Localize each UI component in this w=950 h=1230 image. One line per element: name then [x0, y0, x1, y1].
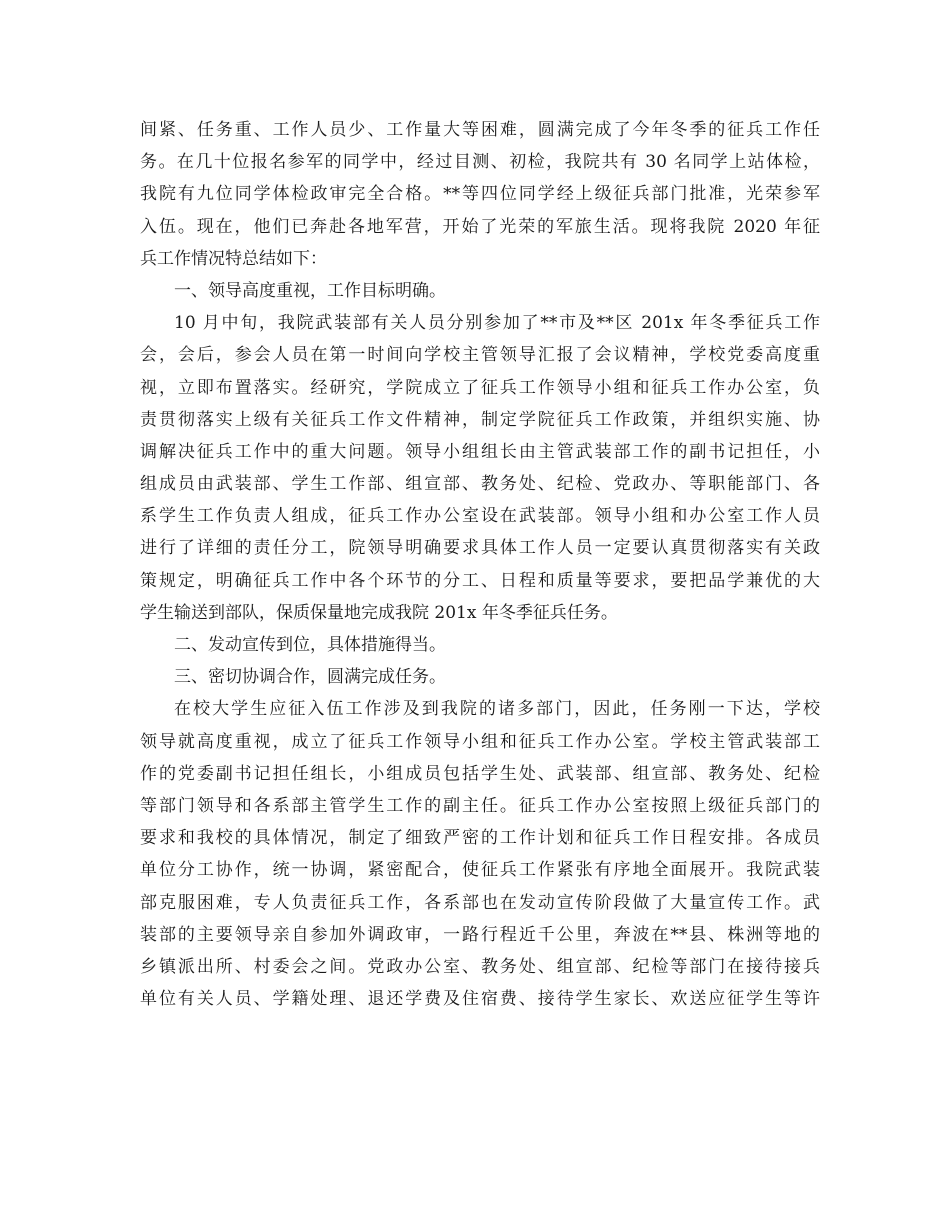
text-line: 组成员由武装部、学生工作部、组宣部、教务处、纪检、党政办、等职能部门、各 — [140, 474, 820, 495]
text-line: 责贯彻落实上级有关征兵工作文件精神，制定学院征兵工作政策，并组织实施、协 — [140, 409, 820, 430]
text-line: 单位分工协作，统一协调，紧密配合，使征兵工作紧张有序地全面展开。我院武装 — [140, 860, 820, 881]
text-line: 要求和我校的具体情况，制定了细致严密的工作计划和征兵工作日程安排。各成员 — [140, 828, 820, 849]
document-page — [140, 114, 820, 1015]
text-line: 系学生工作负责人组成，征兵工作办公室设在武装部。领导小组和办公室工作人员 — [140, 506, 820, 527]
text-line: 视，立即布置落实。经研究，学院成立了征兵工作领导小组和征兵工作办公室，负 — [140, 377, 820, 398]
text-line: 进行了详细的责任分工，院领导明确要求具体工作人员一定要认真贯彻落实有关政 — [140, 538, 820, 559]
text-line: 间紧、任务重、工作人员少、工作量大等困难，圆满完成了今年冬季的征兵工作任 — [140, 120, 820, 140]
text-line: 乡镇派出所、村委会之间。党政办公室、教务处、组宣部、纪检等部门在接待接兵 — [140, 956, 820, 977]
text-line: 10 月中旬，我院武装部有关人员分别参加了**市及**区 201x 年冬季征兵工作 — [174, 313, 820, 334]
text-line: 策规定，明确征兵工作中各个环节的分工、日程和质量等要求，要把品学兼优的大 — [140, 570, 820, 591]
text-line: 我院有九位同学体检政审完全合格。**等四位同学经上级征兵部门批准，光荣参军 — [140, 184, 820, 205]
text-line: 务。在几十位报名参军的同学中，经过目测、初检，我院共有 30 名同学上站体检， — [140, 152, 820, 173]
text-line: 入伍。现在，他们已奔赴各地军营，开始了光荣的军旅生活。现将我院 2020 年征 — [140, 216, 820, 237]
text-line: 单位有关人员、学籍处理、退还学费及住宿费、接待学生家长、欢送应征学生等许 — [140, 989, 820, 1010]
text-line: 学生输送到部队，保质保量地完成我院 201x 年冬季征兵任务。 — [140, 602, 618, 623]
text-line: 在校大学生应征入伍工作涉及到我院的诸多部门，因此，任务刚一下达，学校 — [174, 699, 820, 720]
text-line: 装部的主要领导亲自参加外调政审，一路行程近千公里，奔波在**县、株洲等地的 — [140, 924, 820, 945]
text-line: 部克服困难，专人负责征兵工作，各系部也在发动宣传阶段做了大量宣传工作。武 — [140, 892, 820, 913]
text-line: 会，会后，参会人员在第一时间向学校主管领导汇报了会议精神，学校党委高度重 — [140, 345, 820, 366]
text-line: 等部门领导和各系部主管学生工作的副主任。征兵工作办公室按照上级征兵部门的 — [140, 795, 820, 816]
text-line: 兵工作情况特总结如下： — [140, 248, 327, 269]
text-line: 三、密切协调合作，圆满完成任务。 — [174, 667, 446, 688]
text-line: 作的党委副书记担任组长，小组成员包括学生处、武装部、组宣部、教务处、纪检 — [140, 763, 820, 784]
text-line: 领导就高度重视，成立了征兵工作领导小组和征兵工作办公室。学校主管武装部工 — [140, 731, 820, 752]
text-line: 一、领导高度重视，工作目标明确。 — [174, 280, 446, 301]
text-line: 调解决征兵工作中的重大问题。领导小组组长由主管武装部工作的副书记担任，小 — [140, 441, 820, 462]
text-line: 二、发动宣传到位，具体措施得当。 — [174, 635, 446, 655]
